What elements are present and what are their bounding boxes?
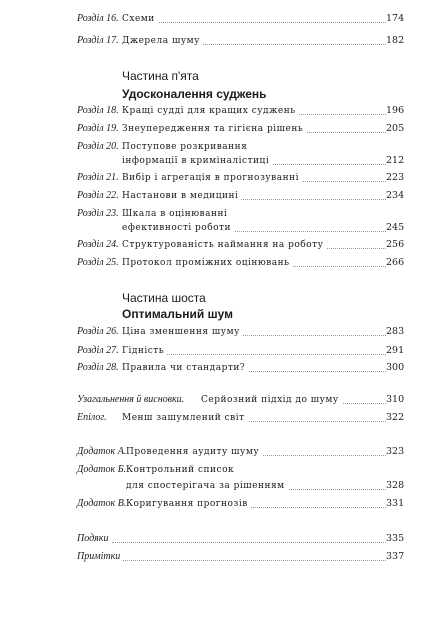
toc-entry-20[interactable]	[0, 140, 428, 154]
entry-label: Додаток Б.	[77, 464, 127, 475]
entry-page: 335	[386, 533, 405, 544]
entry-page: 337	[386, 551, 405, 562]
entry-label: Розділ 27.	[77, 345, 119, 356]
entry-label: Розділ 21.	[77, 172, 119, 183]
toc-entry-17[interactable]	[0, 34, 428, 48]
toc-entry-acknowledgements[interactable]	[0, 532, 428, 546]
toc-entry-notes[interactable]	[0, 550, 428, 564]
entry-title: Шкала в оцінюванні	[122, 207, 230, 221]
entry-title: Менш зашумлений світ	[122, 411, 248, 425]
entry-page: 205	[386, 123, 405, 134]
entry-label: Узагальнення й висновки.	[77, 394, 185, 405]
toc-entry-20-cont[interactable]	[0, 154, 428, 168]
entry-label: Розділ 20.	[77, 141, 119, 152]
entry-page: 328	[386, 480, 405, 491]
entry-page: 212	[386, 155, 405, 166]
entry-page: 234	[386, 190, 405, 201]
toc-entry-18[interactable]	[0, 104, 428, 118]
dot-leader	[118, 560, 386, 561]
entry-page: 266	[386, 257, 405, 268]
part-title: Оптимальний шум	[122, 307, 233, 321]
dot-leader	[112, 542, 386, 543]
toc-entry-22[interactable]	[0, 189, 428, 203]
toc-entry-23-cont[interactable]	[0, 221, 428, 235]
entry-label: Розділ 28.	[77, 362, 119, 373]
toc-entry-appendix-b-cont[interactable]	[0, 479, 428, 493]
toc-entry-21[interactable]	[0, 171, 428, 185]
entry-title: Коригування прогнозів	[126, 497, 251, 511]
entry-label: Розділ 22.	[77, 190, 119, 201]
toc-entry-appendix-c[interactable]	[0, 497, 428, 511]
entry-label: Епілог.	[77, 412, 107, 423]
entry-page: 323	[386, 446, 405, 457]
entry-title: Знеупередження та гігієна рішень	[122, 122, 306, 136]
toc-entry-conclusions[interactable]	[0, 393, 428, 407]
entry-page: 300	[386, 362, 405, 373]
part-label: Частина п'ята	[122, 69, 199, 83]
entry-label: Розділ 24.	[77, 239, 119, 250]
entry-label: Розділ 16.	[77, 13, 119, 24]
entry-label: Розділ 17.	[77, 35, 119, 46]
entry-label: Розділ 18.	[77, 105, 119, 116]
toc-entry-28[interactable]	[0, 361, 428, 375]
toc-entry-25[interactable]	[0, 256, 428, 270]
entry-label: Додаток А.	[77, 446, 127, 457]
toc-entry-16[interactable]	[0, 12, 428, 26]
entry-page: 331	[386, 498, 405, 509]
entry-page: 196	[386, 105, 405, 116]
entry-title: Протокол проміжних оцінювань	[122, 256, 293, 270]
toc-entry-26[interactable]	[0, 325, 428, 339]
entry-title: Схеми	[122, 12, 158, 26]
entry-label: Примітки	[77, 550, 123, 564]
dot-leader	[122, 22, 386, 23]
entry-page: 174	[386, 13, 405, 24]
toc-entry-19[interactable]	[0, 122, 428, 136]
entry-page: 223	[386, 172, 405, 183]
entry-label: Розділ 26.	[77, 326, 119, 337]
entry-title-line2: ефективності роботи	[122, 221, 234, 235]
entry-page: 291	[386, 345, 405, 356]
part-label: Частина шоста	[122, 291, 206, 305]
entry-title: Серйозний підхід до шуму	[201, 393, 342, 407]
entry-page: 245	[386, 222, 405, 233]
entry-title: Настанови в медицині	[122, 189, 241, 203]
entry-page: 322	[386, 412, 405, 423]
entry-title: Правила чи стандарти?	[122, 361, 248, 375]
entry-title: Контрольний список	[126, 463, 237, 477]
entry-label: Розділ 25.	[77, 257, 119, 268]
entry-page: 283	[386, 326, 405, 337]
entry-page: 256	[386, 239, 405, 250]
toc-entry-27[interactable]	[0, 344, 428, 358]
entry-page: 182	[386, 35, 405, 46]
entry-title: Поступове розкривання	[122, 140, 250, 154]
entry-title: Гідність	[122, 344, 167, 358]
entry-page: 310	[386, 394, 405, 405]
entry-label: Розділ 19.	[77, 123, 119, 134]
entry-title-line2: для спостерігача за рішенням	[126, 479, 288, 493]
toc-entry-24[interactable]	[0, 238, 428, 252]
entry-title: Джерела шуму	[122, 34, 203, 48]
entry-title: Кращі судді для кращих суджень	[122, 104, 299, 118]
entry-label: Додаток В.	[77, 498, 127, 509]
entry-title-line2: інформації в криміналістиці	[122, 154, 272, 168]
toc-entry-appendix-a[interactable]	[0, 445, 428, 459]
part-title: Удосконалення суджень	[122, 87, 267, 101]
entry-label: Подяки	[77, 532, 111, 546]
toc-entry-epilogue[interactable]	[0, 411, 428, 425]
entry-title: Вибір і агрегація в прогнозуванні	[122, 171, 302, 185]
entry-title: Структурованість наймання на роботу	[122, 238, 326, 252]
entry-label: Розділ 23.	[77, 208, 119, 219]
toc-entry-appendix-b[interactable]	[0, 463, 428, 477]
toc-entry-23[interactable]	[0, 207, 428, 221]
entry-title: Проведення аудиту шуму	[126, 445, 262, 459]
entry-title: Ціна зменшення шуму	[122, 325, 243, 339]
